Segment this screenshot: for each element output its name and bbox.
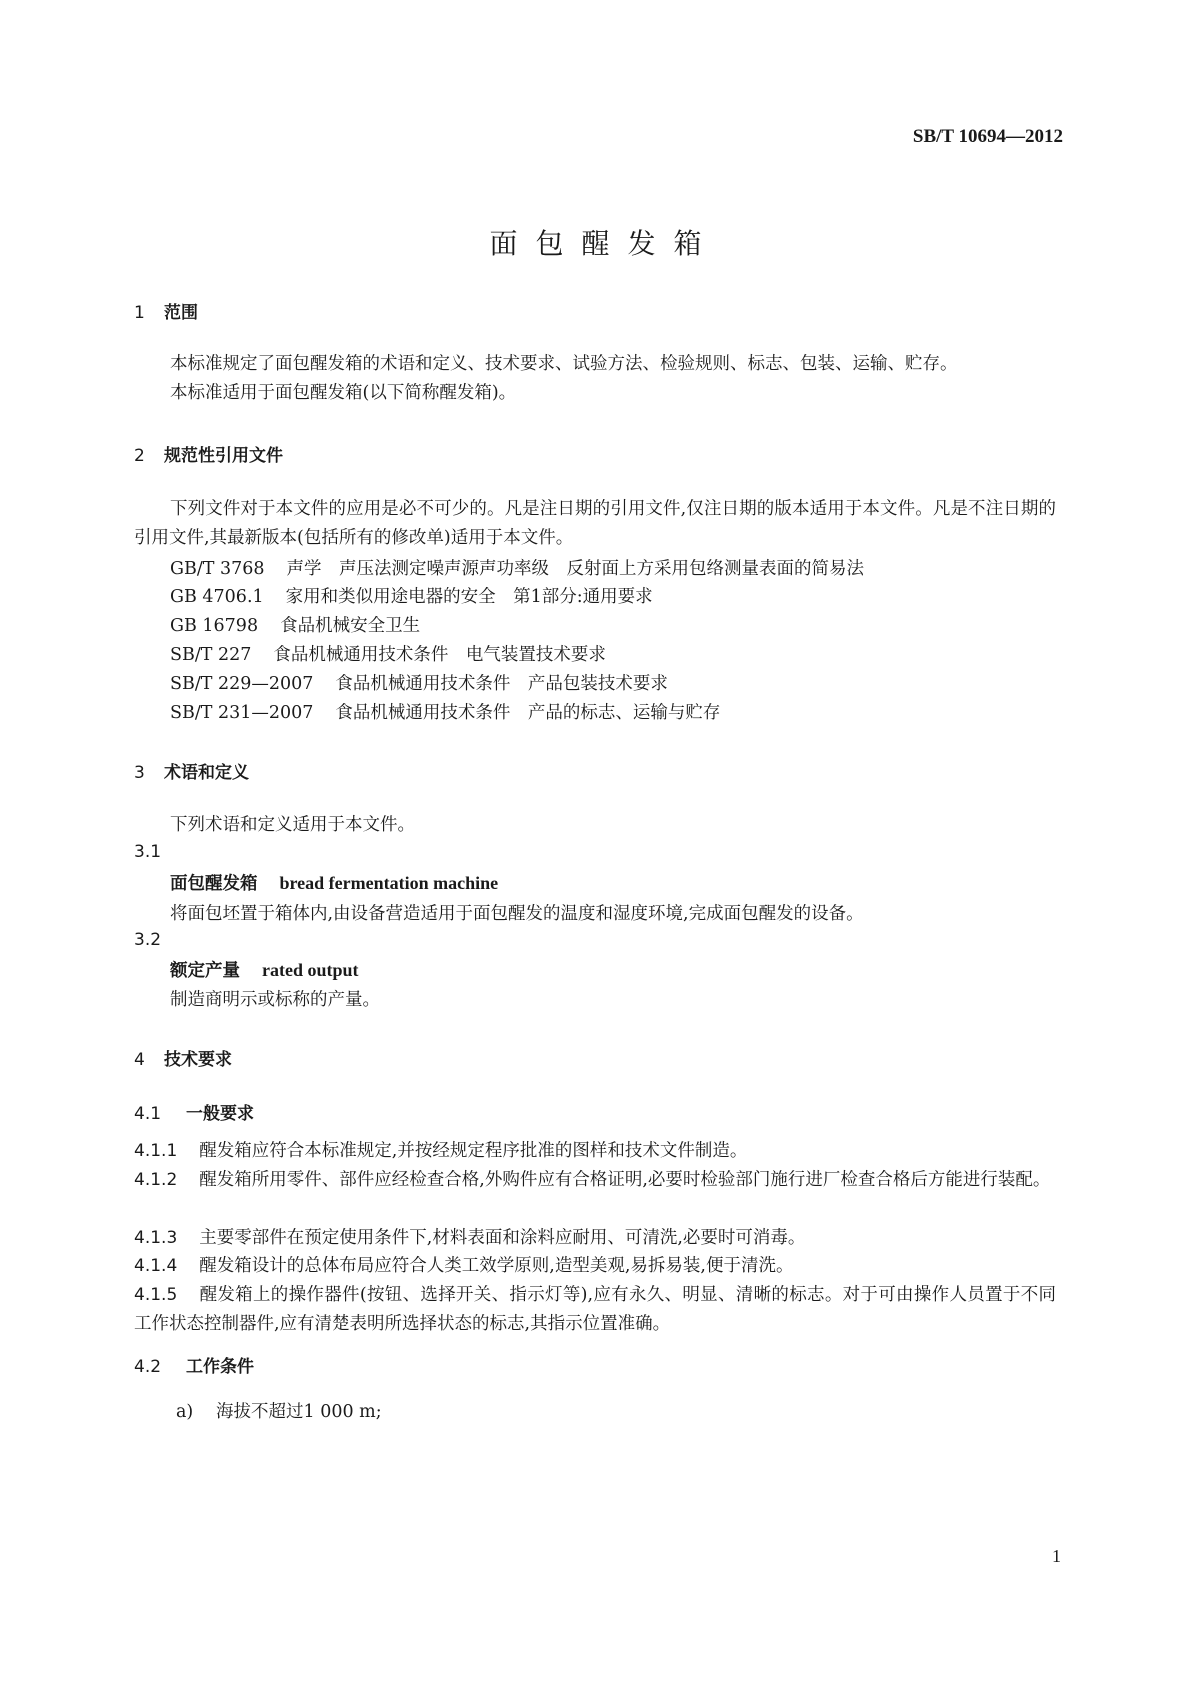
term-heading	[170, 957, 359, 982]
section-title: 技术要求	[164, 1050, 232, 1070]
section-title: 范围	[164, 303, 198, 323]
clause-number: 4.1.2	[134, 1170, 178, 1190]
clause-4-1-2	[134, 1166, 1056, 1195]
reference-item	[170, 641, 606, 666]
clause-text: 主要零部件在预定使用条件下,材料表面和涂料应耐用、可清洗,必要时可消毒。	[199, 1228, 806, 1248]
term-chinese: 额定产量	[170, 961, 240, 981]
section-3-heading	[134, 758, 249, 783]
term-definition: 将面包坯置于箱体内,由设备营造适用于面包醒发的温度和湿度环境,完成面包醒发的设备。	[170, 904, 864, 924]
clause-4-1-1	[134, 1137, 1056, 1166]
reference-title: 家用和类似用途电器的安全 第1部分:通用要求	[285, 587, 653, 607]
reference-item	[170, 612, 420, 637]
reference-code: SB/T 231—2007	[170, 703, 314, 723]
clause-text: 醒发箱设计的总体布局应符合人类工效学原则,造型美观,易拆易装,便于清洗。	[199, 1256, 794, 1276]
clause-4-1-5	[134, 1281, 1056, 1339]
list-item-label: a)	[176, 1402, 194, 1422]
subsection-4-2-heading	[134, 1352, 254, 1377]
term-definition: 制造商明示或标称的产量。	[170, 990, 380, 1010]
clause-text: 醒发箱所用零件、部件应经检查合格,外购件应有合格证明,必要时检验部门施行进厂检查合格后方能进行装配。	[199, 1170, 1051, 1190]
term-number: 3.2	[134, 930, 162, 950]
subsection-4-1-heading	[134, 1099, 254, 1124]
term-english: bread fermentation machine	[279, 873, 499, 893]
reference-code: SB/T 227	[170, 645, 252, 665]
clause-text: 醒发箱应符合本标准规定,并按经规定程序批准的图样和技术文件制造。	[199, 1141, 748, 1161]
reference-title: 食品机械通用技术条件 产品包装技术要求	[335, 674, 668, 694]
term-chinese: 面包醒发箱	[170, 874, 258, 894]
reference-item	[170, 670, 668, 695]
section-number: 2	[134, 446, 145, 466]
clause-text: 醒发箱上的操作器件(按钮、选择开关、指示灯等),应有永久、明显、清晰的标志。对于可由操作人员置于不同工作状态控制器件,应有清楚表明所选择状态的标志,其指示位置准确。	[134, 1285, 1056, 1334]
section-number: 4	[134, 1050, 145, 1070]
references-intro: 下列文件对于本文件的应用是必不可少的。凡是注日期的引用文件,仅注日期的版本适用于本文件。凡是不注日期的引用文件,其最新版本(包括所有的修改单)适用于本文件。	[134, 499, 1056, 548]
scope-paragraph-2: 本标准适用于面包醒发箱(以下简称醒发箱)。	[170, 383, 517, 403]
terms-intro: 下列术语和定义适用于本文件。	[170, 815, 415, 835]
section-number: 3	[134, 763, 145, 783]
clause-number: 4.1.5	[134, 1285, 178, 1305]
term-heading	[170, 870, 498, 895]
section-title: 术语和定义	[164, 763, 249, 783]
clause-number: 4.1.4	[134, 1256, 178, 1276]
reference-code: GB/T 3768	[170, 559, 265, 579]
section-4-heading	[134, 1045, 232, 1070]
subsection-title: 工作条件	[186, 1357, 254, 1377]
reference-code: SB/T 229—2007	[170, 674, 314, 694]
section-title: 规范性引用文件	[164, 446, 283, 466]
subsection-number: 4.2	[134, 1357, 162, 1377]
clause-4-1-4	[134, 1252, 1056, 1281]
section-1-heading	[134, 298, 198, 323]
clause-4-1-3	[134, 1224, 1056, 1253]
document-title: 面包醒发箱	[489, 227, 720, 260]
reference-code: GB 4706.1	[170, 587, 264, 607]
reference-title: 食品机械通用技术条件 产品的标志、运输与贮存	[335, 703, 721, 723]
reference-item	[170, 699, 720, 724]
standard-code: SB/T 10694—2012	[912, 126, 1063, 147]
list-item	[176, 1398, 382, 1423]
term-number: 3.1	[134, 842, 162, 862]
clause-number: 4.1.1	[134, 1141, 178, 1161]
section-number: 1	[134, 303, 145, 323]
reference-title: 食品机械安全卫生	[280, 616, 421, 636]
reference-title: 声学 声压法测定噪声源声功率级 反射面上方采用包络测量表面的简易法	[286, 559, 865, 579]
subsection-number: 4.1	[134, 1104, 162, 1124]
reference-code: GB 16798	[170, 616, 259, 636]
reference-item	[170, 583, 653, 608]
clause-number: 4.1.3	[134, 1228, 178, 1248]
reference-item	[170, 555, 864, 580]
page-number: 1	[1052, 1546, 1061, 1566]
reference-title: 食品机械通用技术条件 电气装置技术要求	[273, 645, 606, 665]
scope-paragraph-1: 本标准规定了面包醒发箱的术语和定义、技术要求、试验方法、检验规则、标志、包装、运输、贮存。	[170, 354, 958, 374]
list-item-text: 海拔不超过1 000 m;	[216, 1402, 382, 1422]
section-2-heading	[134, 441, 283, 466]
term-english: rated output	[262, 960, 359, 980]
subsection-title: 一般要求	[186, 1104, 254, 1124]
